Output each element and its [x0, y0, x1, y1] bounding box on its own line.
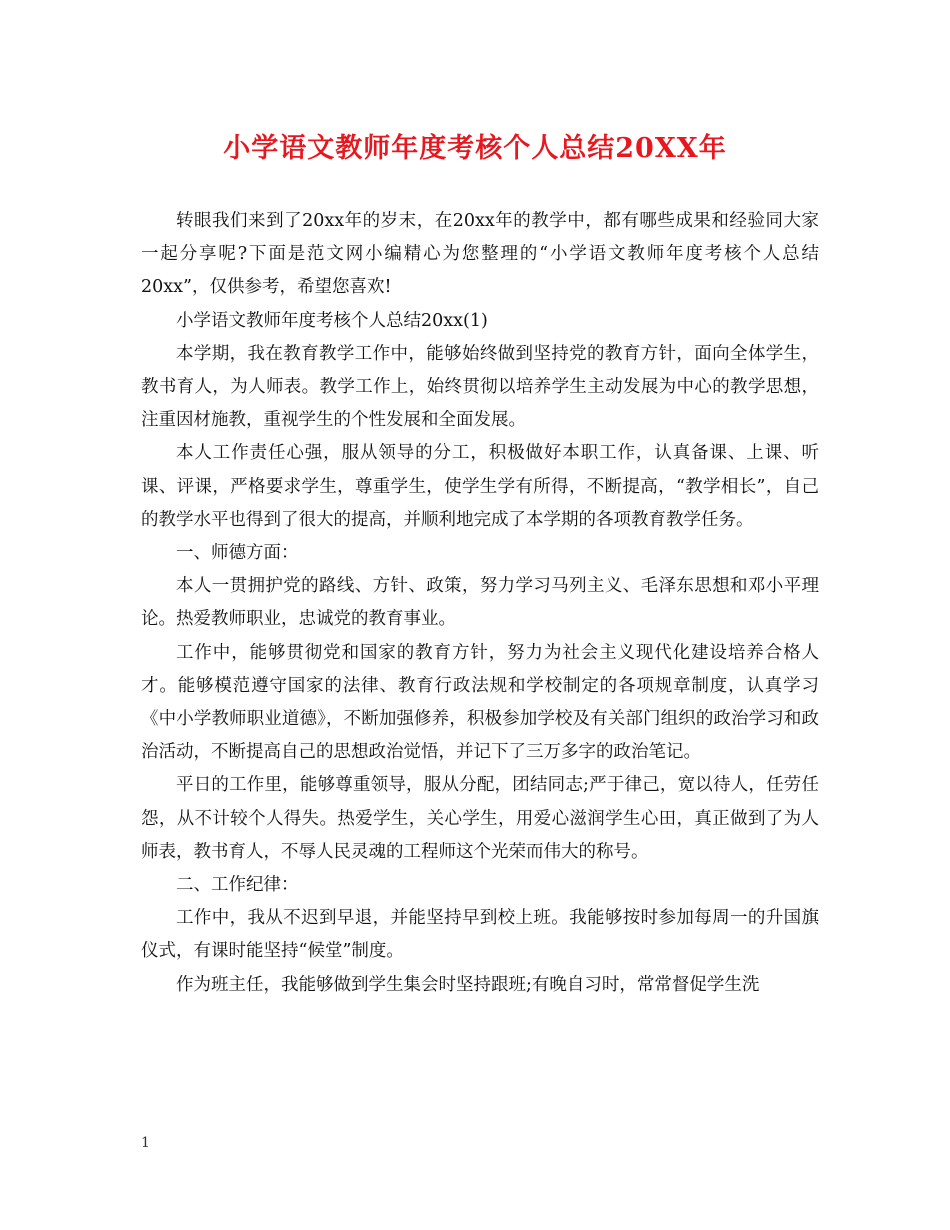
paragraph-subtitle: 小学语文教师年度考核个人总结20xx(1) [176, 310, 488, 331]
document-body [141, 205, 819, 1002]
paragraph: 工作中，能够贯彻党和国家的教育方针，努力为社会主义现代化建设培养合格人才。能够模范遵守国家的法律、教育行政法规和学校制定的各项规章制度，认真学习《中小学教师职业道德》，不断加强修养，积极参加学校及有关部门组织的政治学习和政治活动，不断提高自己的思想政治觉悟，并记下了三万多字的政治笔记。 [141, 642, 819, 763]
page-number: 1 [141, 1135, 150, 1151]
paragraph: 本人一贯拥护党的路线、方针、政策，努力学习马列主义、毛泽东思想和邓小平理论。热爱教师职业，忠诚党的教育事业。 [141, 576, 819, 630]
paragraph-intro: 转眼我们来到了20xx年的岁末，在20xx年的教学中，都有哪些成果和经验同大家一起分享呢?下面是范文网小编精心为您整理的“小学语文教师年度考核个人总结20xx”，仅供参考，希望您喜欢! [141, 211, 819, 298]
section-heading: 一、师德方面： [176, 543, 299, 564]
paragraph: 本学期，我在教育教学工作中，能够始终做到坚持党的教育方针，面向全体学生，教书育人，为人师表。教学工作上，始终贯彻以培养学生主动发展为中心的教学思想，注重因材施教，重视学生的个性发展和全面发展。 [141, 343, 819, 431]
section-heading: 二、工作纪律： [176, 875, 299, 896]
paragraph: 本人工作责任心强，服从领导的分工，积极做好本职工作，认真备课、上课、听课、评课，严格要求学生，尊重学生，使学生学有所得，不断提高，“教学相长”，自己的教学水平也得到了很大的提高，并顺利地完成了本学期的各项教育教学任务。 [141, 443, 819, 530]
paragraph: 作为班主任，我能够做到学生集会时坚持跟班;有晚自习时，常常督促学生洗 [176, 974, 760, 995]
paragraph: 平日的工作里，能够尊重领导，服从分配，团结同志;严于律己，宽以待人，任劳任怨，从不计较个人得失。热爱学生，关心学生，用爱心滋润学生心田，真正做到了为人师表，教书育人，不辱人民灵魂的工程师这个光荣而伟大的称号。 [141, 775, 819, 862]
document-title: 小学语文教师年度考核个人总结20XX年 [223, 133, 727, 164]
paragraph: 工作中，我从不迟到早退，并能坚持早到校上班。我能够按时参加每周一的升国旗仪式，有课时能坚持“候堂”制度。 [141, 908, 819, 962]
